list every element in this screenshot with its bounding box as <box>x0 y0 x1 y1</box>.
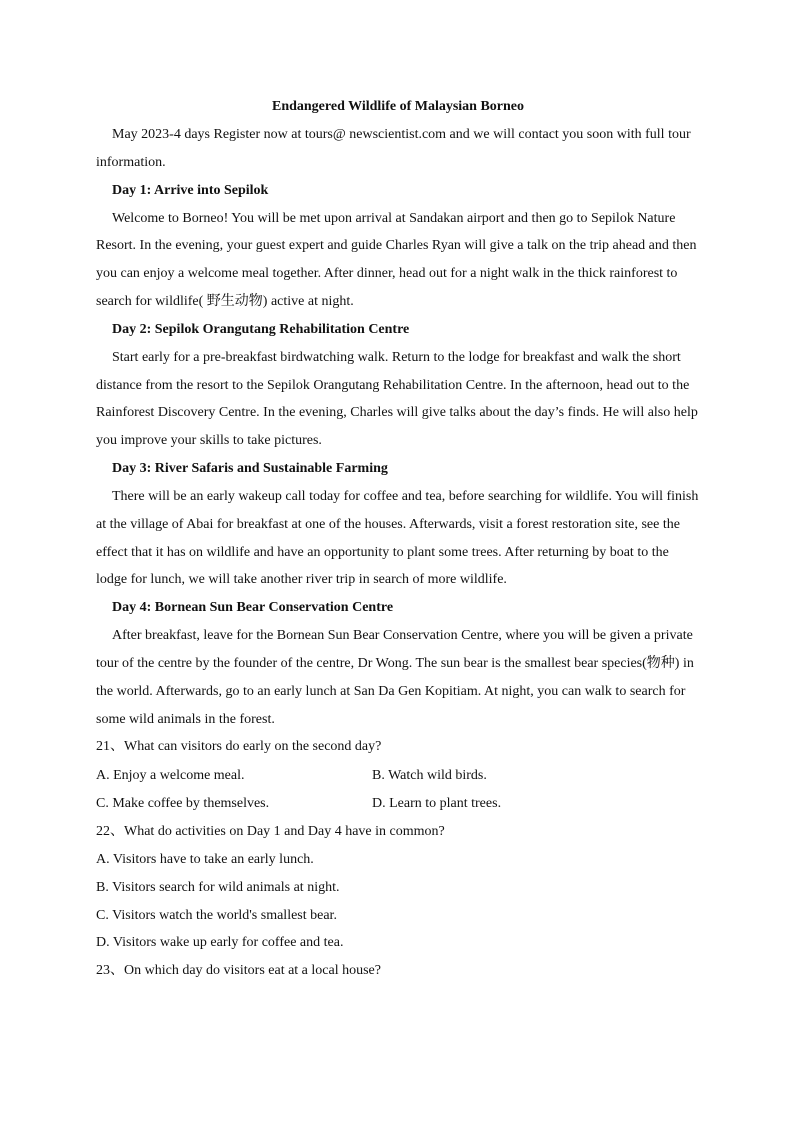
intro-paragraph: May 2023-4 days Register now at tours@ newscientist.com and we will contact you soon with full tour information. <box>96 127 691 170</box>
question-21: 21、What can visitors do early on the second day? <box>96 739 382 755</box>
question-22-option-c: C. Visitors watch the world's smallest bear. <box>96 907 337 923</box>
day-4-heading: Day 4: Bornean Sun Bear Conservation Centre <box>112 600 394 616</box>
document-page <box>96 94 700 985</box>
day-1-heading: Day 1: Arrive into Sepilok <box>112 182 269 198</box>
question-21-option-c: C. Make coffee by themselves. <box>96 795 270 811</box>
day-3-heading: Day 3: River Safaris and Sustainable Farming <box>112 460 388 476</box>
question-23: 23、On which day do visitors eat at a local house? <box>96 962 381 978</box>
document-title: Endangered Wildlife of Malaysian Borneo <box>271 99 525 114</box>
question-21-option-b: B. Watch wild birds. <box>372 767 487 783</box>
day-2-text: Start early for a pre-breakfast birdwatching walk. Return to the lodge for breakfast and walk the short distance from the resort to the Sepilok Orangutang Rehabilitation Centre. In the afternoon, head out to the Rainforest Discovery Centre. In the evening, Charles will give talks about the day’s finds. He will also help you improve your skills to take pictures. <box>96 349 698 449</box>
day-2-heading: Day 2: Sepilok Orangutang Rehabilitation Centre <box>112 321 410 337</box>
question-21-options-row-2 <box>96 790 700 818</box>
question-21-options-row-1 <box>96 762 700 790</box>
question-22-option-d: D. Visitors wake up early for coffee and tea. <box>96 935 344 951</box>
question-21-option-d: D. Learn to plant trees. <box>372 795 502 811</box>
question-22: 22、What do activities on Day 1 and Day 4 have in common? <box>96 823 445 839</box>
day-1-text: Welcome to Borneo! You will be met upon arrival at Sandakan airport and then go to Sepilok Nature Resort. In the evening, your guest expert and guide Charles Ryan will give a talk on the trip ahead and then you can enjoy a welcome meal together. After dinner, head out for a night walk in the thick rainforest to search for wildlife( 野生动物) active at night. <box>96 210 697 309</box>
day-4-text: After breakfast, leave for the Bornean Sun Bear Conservation Centre, where you will be given a private tour of the centre by the founder of the centre, Dr Wong. The sun bear is the smallest bear species(物种) in the world. Afterwards, go to an early lunch at San Da Gen Kopitiam. At night, you can walk to search for some wild animals in the forest. <box>96 628 694 727</box>
question-22-option-a: A. Visitors have to take an early lunch. <box>96 852 314 868</box>
day-3-text: There will be an early wakeup call today for coffee and tea, before searching for wildlife. You will finish at the village of Abai for breakfast at one of the houses. Afterwards, visit a forest restoration site, see the effect that it has on wildlife and have an opportunity to plant some trees. After returning by boat to the lodge for lunch, we will take another river trip in search of more wildlife. <box>96 488 699 588</box>
question-22-option-b: B. Visitors search for wild animals at night. <box>96 879 340 895</box>
question-21-option-a: A. Enjoy a welcome meal. <box>96 767 245 783</box>
